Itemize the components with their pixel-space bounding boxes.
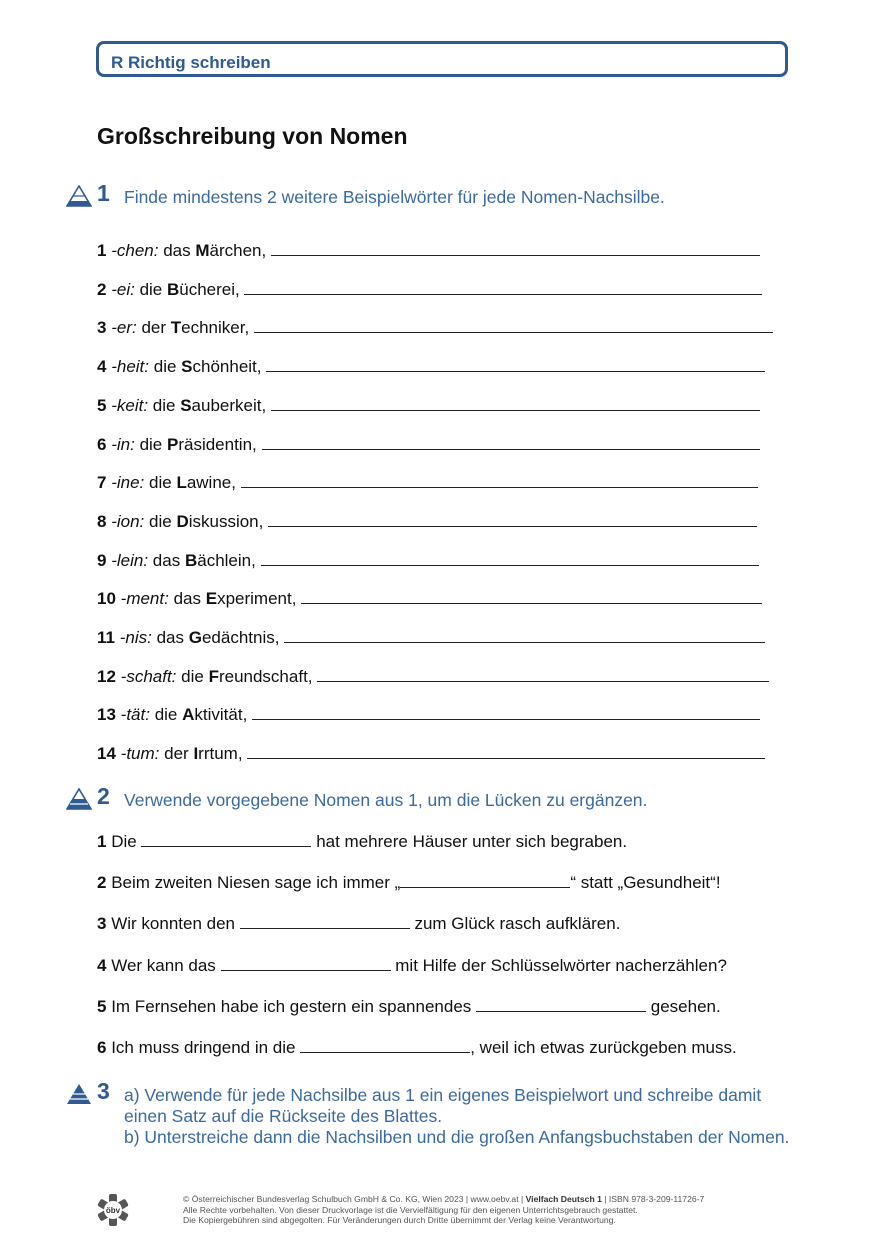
article: die [153, 357, 177, 377]
sentence-after: mit Hilfe der Schlüsselwörter nacherzählen? [395, 955, 727, 975]
gap-line[interactable] [240, 914, 410, 929]
capital-letter: S [180, 395, 192, 415]
task-1-row [97, 589, 762, 609]
footer-legal [183, 1194, 704, 1226]
task-2-sentence [97, 956, 727, 976]
sentence-number: 2 [97, 873, 107, 893]
row-number: 11 [97, 628, 115, 647]
word-rest: ärchen, [209, 241, 267, 260]
suffix: -ion: [111, 511, 145, 531]
answer-line[interactable] [301, 589, 762, 604]
word-rest: reundschaft, [218, 666, 313, 686]
answer-line[interactable] [317, 667, 769, 682]
capital-letter: E [205, 589, 218, 609]
row-number: 6 [97, 434, 107, 454]
task-1-instruction: Finde mindestens 2 weitere Beispielwörter für jede Nomen-Nachsilbe. [124, 187, 665, 207]
capital-letter: F [208, 666, 219, 686]
gap-line[interactable] [300, 1038, 470, 1053]
capital-letter: G [188, 628, 202, 647]
word-rest: iskussion, [188, 511, 264, 531]
suffix: -tät: [120, 705, 150, 725]
task-1-row [97, 435, 760, 455]
section-header-label: R Richtig schreiben [111, 53, 271, 72]
answer-line[interactable] [284, 628, 765, 643]
task-1-row [97, 512, 757, 532]
row-number: 9 [97, 550, 107, 570]
task-2-instruction: Verwende vorgegebene Nomen aus 1, um die Lücken zu ergänzen. [124, 790, 648, 810]
sentence-before: Im Fernsehen habe ich gestern ein spannendes [111, 996, 472, 1016]
sentence-after: , weil ich etwas zurückgeben muss. [470, 1038, 737, 1057]
row-number: 12 [97, 666, 116, 686]
task-1-row [97, 396, 760, 416]
capital-letter: M [195, 241, 210, 260]
sentence-number: 4 [97, 955, 107, 975]
task-2-sentence [97, 1038, 737, 1058]
word-rest: edächtnis, [201, 628, 280, 647]
answer-line[interactable] [247, 744, 765, 759]
sentence-before: Wer kann das [111, 955, 216, 975]
article: der [164, 744, 189, 764]
row-number: 1 [97, 241, 107, 260]
article: das [163, 241, 191, 260]
sentence-before: Wir konnten den [111, 914, 235, 934]
task-3-instructions [124, 1085, 804, 1148]
capital-letter: P [166, 434, 179, 454]
row-number: 13 [97, 705, 116, 725]
row-number: 7 [97, 473, 107, 493]
suffix: -ment: [120, 589, 169, 609]
task-2-sentence [97, 832, 627, 852]
sentence-number: 6 [97, 1038, 107, 1057]
sentence-after: gesehen. [650, 996, 721, 1016]
sentence-number: 5 [97, 996, 107, 1016]
word-rest: rrtum, [198, 744, 243, 764]
suffix: -tum: [120, 744, 160, 764]
article: die [139, 279, 163, 299]
sentence-after: zum Glück rasch aufklären. [414, 914, 621, 934]
pyramid-level-icon [66, 1083, 92, 1105]
task-2-number: 2 [97, 783, 110, 809]
word-rest: xperiment, [217, 589, 297, 609]
answer-line[interactable] [262, 435, 761, 450]
logo-text: öbv [105, 1206, 121, 1215]
article: die [149, 473, 172, 493]
gap-line[interactable] [221, 956, 391, 971]
sentence-after: “ statt „Gesundheit“! [570, 873, 721, 893]
task-1-row [97, 744, 765, 764]
sentence-number: 3 [97, 914, 107, 934]
sentence-after: hat mehrere Häuser unter sich begraben. [316, 832, 628, 851]
footer-line-1: © Österreichischer Bundesverlag Schulbuch GmbH & Co. KG, Wien 2023 | www.oebv.at | Vielfach Deutsch 1 | ISBN 978-3-209-11726-7 [183, 1194, 705, 1204]
task-1-row [97, 241, 760, 261]
capital-letter: S [181, 357, 193, 377]
article: die [152, 395, 176, 415]
word-rest: ücherei, [179, 279, 240, 299]
task-1-row [97, 357, 765, 377]
answer-line[interactable] [252, 705, 760, 720]
answer-line[interactable] [241, 473, 758, 488]
article: das [152, 550, 181, 570]
answer-line[interactable] [271, 396, 760, 411]
row-number: 4 [97, 357, 107, 377]
word-rest: chönheit, [192, 357, 262, 377]
capital-letter: D [176, 511, 189, 531]
suffix: -lein: [111, 550, 149, 570]
suffix: -in: [111, 434, 135, 454]
section-header-box [96, 41, 788, 77]
row-number: 3 [97, 318, 107, 338]
row-number: 14 [97, 744, 116, 764]
gap-line[interactable] [476, 997, 646, 1012]
capital-letter: A [182, 705, 195, 725]
capital-letter: I [193, 744, 199, 764]
answer-line[interactable] [271, 241, 760, 256]
task-1-number: 1 [97, 180, 110, 206]
task-1-row [97, 705, 760, 725]
word-rest: ktivität, [194, 705, 248, 725]
task-1-row [97, 318, 773, 338]
task-3-line-a: a) Verwende für jede Nachsilbe aus 1 ein eigenes Beispielwort und schreibe damit einen Satz auf die Rückseite des Blattes. [124, 1085, 762, 1126]
gap-line[interactable] [141, 832, 311, 847]
suffix: -nis: [119, 628, 152, 647]
task-2-sentence [97, 873, 721, 893]
task-3-line-b: b) Unterstreiche dann die Nachsilben und die großen Anfangsbuchstaben der Nomen. [124, 1127, 790, 1147]
row-number: 8 [97, 511, 107, 531]
suffix: -chen: [111, 241, 159, 260]
word-rest: ächlein, [197, 550, 256, 570]
row-number: 5 [97, 395, 107, 415]
publisher-logo-icon [96, 1193, 130, 1227]
answer-line[interactable] [261, 551, 759, 566]
sentence-number: 1 [97, 832, 107, 851]
task-2-sentence [97, 914, 620, 934]
answer-line[interactable] [266, 357, 765, 372]
task-1-row [97, 280, 762, 300]
task-1-row [97, 667, 769, 687]
suffix: -ine: [111, 473, 145, 493]
sentence-before: Beim zweiten Niesen sage ich immer „ [111, 873, 401, 893]
page-title: Großschreibung von Nomen [97, 123, 408, 149]
task-1-row [97, 551, 759, 571]
article: die [181, 666, 204, 686]
word-rest: awine, [186, 473, 236, 493]
article: das [173, 589, 201, 609]
capital-letter: B [184, 550, 198, 570]
article: die [139, 434, 163, 454]
suffix: -schaft: [120, 666, 177, 686]
article: die [149, 511, 172, 531]
answer-line[interactable] [244, 280, 762, 295]
suffix: -heit: [111, 357, 149, 377]
task-1-row [97, 628, 765, 648]
article: der [141, 318, 167, 338]
suffix: -ei: [111, 279, 135, 299]
task-1-row [97, 473, 758, 493]
word-rest: auberkeit, [191, 395, 267, 415]
capital-letter: B [166, 279, 180, 299]
task-2-sentence [97, 997, 721, 1017]
task-3-number: 3 [97, 1078, 110, 1104]
article: die [154, 705, 178, 725]
gap-line[interactable] [400, 873, 570, 888]
footer-line-3: Die Kopiergebühren sind abgegolten. Für Veränderungen durch Dritte übernimmt der Verlag keine Verantwortung. [183, 1215, 616, 1226]
suffix: -er: [111, 318, 137, 338]
pyramid-level-icon [66, 185, 92, 207]
article: das [156, 628, 184, 647]
word-rest: echniker, [181, 318, 250, 338]
capital-letter: L [176, 473, 187, 493]
answer-line[interactable] [268, 512, 757, 527]
capital-letter: T [170, 318, 182, 338]
sentence-before: Ich muss dringend in die [111, 1038, 296, 1057]
word-rest: räsidentin, [178, 434, 257, 454]
row-number: 2 [97, 279, 107, 299]
footer-line-2: Alle Rechte vorbehalten. Von dieser Druckvorlage ist die Vervielfältigung für den eigenen Unterrichtsgebrauch gestattet. [183, 1204, 638, 1215]
pyramid-level-icon [66, 788, 92, 810]
suffix: -keit: [111, 395, 149, 415]
row-number: 10 [97, 589, 116, 609]
answer-line[interactable] [254, 318, 773, 333]
sentence-before: Die [111, 832, 137, 851]
